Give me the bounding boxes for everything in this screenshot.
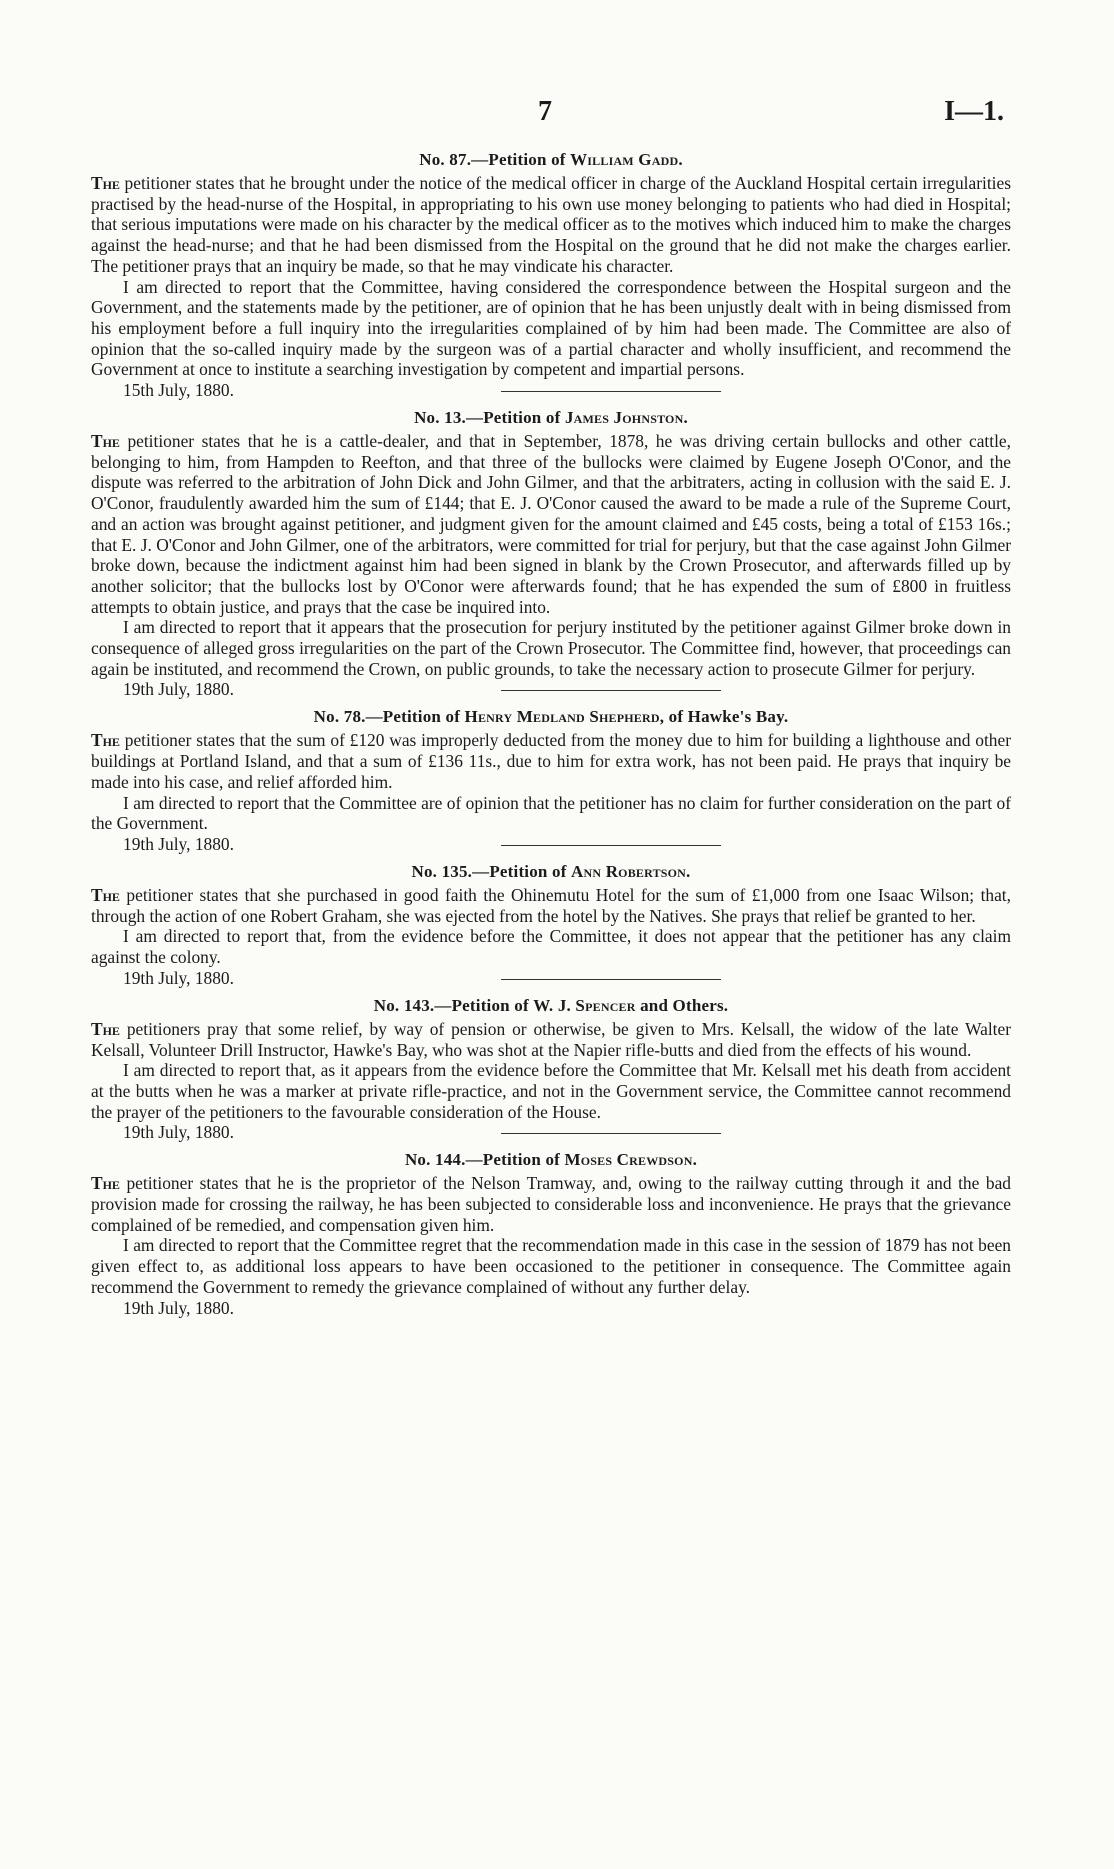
petition-87: [91, 150, 1011, 401]
petition-135: [91, 861, 1011, 988]
petition-heading: No. 13.—Petition of James Johnston.: [414, 408, 688, 428]
petition-statement: The petitioner states that she purchased in good faith the Ohinemutu Hotel for the sum of £1,000 from one Isaac Wilson; that, through the action of one Robert Graham, she was ejected from the hotel by the Natives. She prays that relief be granted to her.: [91, 884, 1011, 926]
petition-heading: No. 78.—Petition of Henry Medland Shepherd, of Hawke's Bay.: [313, 707, 789, 727]
petition-statement: The petitioner states that he is a cattle-dealer, and that in September, 1878, he was driving certain bullocks and other cattle, belonging to him, from Hampden to Reefton, and that three of the bullocks were claimed by Eugene Joseph O'Conor, and the dispute was referred to the arbitration of John Dick and John Gilmer, and that the arbitraters, acting in collusion with the said E. J. O'Conor, fraudulently awarded him the sum of £144; that E. J. O'Conor caused the award to be made a rule of the Supreme Court, and an action was brought against petitioner, and judgment given for the amount claimed and £45 costs, being a total of £153 16s.; that E. J. O'Conor and John Gilmer, one of the arbitrators, were committed for trial for perjury, but that the case against John Gilmer broke down, because the indictment against him had been signed in blank by the Crown Prosecutor, and afterwards filled up by another solicitor; that the bullocks lost by O'Conor were afterwards found; that he has expended the sum of £800 in fruitless attempts to obtain justice, and prays that the case be inquired into.: [91, 431, 1011, 617]
petition-78: [91, 707, 1011, 854]
report-date: 19th July, 1880.: [123, 679, 234, 700]
petitioner-name: W. J. Spencer: [533, 995, 636, 1015]
petition-143: [91, 995, 1011, 1143]
page-number: 7: [538, 96, 552, 127]
report-date: 15th July, 1880.: [123, 380, 234, 401]
petition-13: [91, 408, 1011, 700]
section-divider: [501, 391, 721, 392]
page-reference: I—1.: [944, 96, 1004, 127]
petition-144: [91, 1150, 1011, 1318]
petition-statement: The petitioner states that he brought under the notice of the medical officer in charge of the Auckland Hospital certain irregularities practised by the head-nurse of the Hospital, in appropriating to his own use money belonging to patients who had died in Hospital; that serious imputations were made on his character by the medical officer as to the motives which induced him to make the charges against the head-nurse; and that he had been dismissed from the Hospital on the ground that he did not make the charges earlier. The petitioner prays that an inquiry be made, so that he may vindicate his character.: [91, 173, 1011, 276]
petitioner-name: James Johnston: [564, 408, 684, 428]
report-date: 19th July, 1880.: [123, 1122, 234, 1143]
petition-statement: The petitioner states that the sum of £120 was improperly deducted from the money due to him for building a lighthouse and other buildings at Portland Island, and that a sum of £136 11s., due to him for extra work, has not been paid. He prays that inquiry be made into his case, and relief afforded him.: [91, 730, 1011, 792]
committee-report: I am directed to report that the Committee regret that the recommendation made in this case in the session of 1879 has not been given effect to, as additional loss appears to have been occasioned to the petitioner in consequence. The Committee again recommend the Government to remedy the grievance complained of without any further delay.: [91, 1235, 1011, 1297]
committee-report: I am directed to report that the Committee are of opinion that the petitioner has no claim for further consideration on the part of the Government.: [91, 792, 1011, 834]
report-date: 19th July, 1880.: [123, 1297, 234, 1318]
petition-heading: No. 87.—Petition of William Gadd.: [419, 150, 683, 169]
petition-heading: No. 144.—Petition of Moses Crewdson.: [404, 1150, 698, 1170]
section-divider: [501, 1133, 721, 1134]
petition-statement: The petitioner states that he is the proprietor of the Nelson Tramway, and, owing to the railway cutting through it and the bad provision made for crossing the railway, he has been subjected to considerable loss and inconvenience. He prays that the grievance complained of be remedied, and compensation given him.: [91, 1173, 1011, 1235]
petitioner-name: Ann Robertson: [571, 861, 687, 881]
committee-report: I am directed to report that, from the evidence before the Committee, it does not appear that the petitioner has any claim against the colony.: [91, 926, 1011, 968]
committee-report: I am directed to report that, as it appears from the evidence before the Committee that Mr. Kelsall met his death from accident at the butts when he was a marker at private rifle-practice, and not in the Government service, the Committee cannot recommend the prayer of the petitioners to the favourable consideration of the House.: [91, 1060, 1011, 1122]
petition-heading: No. 135.—Petition of Ann Robertson.: [411, 861, 691, 881]
committee-report: I am directed to report that it appears that the prosecution for perjury instituted by the petitioner against Gilmer broke down in consequence of alleged gross irregularities on the part of the Crown Prosecutor. The Committee find, however, that proceedings can again be instituted, and recommend the Crown, on public grounds, to take the necessary action to prosecute Gilmer for perjury.: [91, 617, 1011, 679]
report-date: 19th July, 1880.: [123, 967, 234, 988]
petition-statement: The petitioners pray that some relief, by way of pension or otherwise, be given to Mrs. Kelsall, the widow of the late Walter Kelsall, Volunteer Drill Instructor, Hawke's Bay, who was shot at the Napier rifle-butts and died from the effects of his wound.: [91, 1018, 1011, 1060]
petitioner-name: Henry Medland Shepherd: [464, 707, 660, 727]
committee-report: I am directed to report that the Committee, having considered the correspondence between the Hospital surgeon and the Government, and the statements made by the petitioner, are of opinion that he has been unjustly dealt with in being dismissed from his employment before a full inquiry into the irregularities complained of by him had been made. The Committee are also of opinion that the so-called inquiry made by the surgeon was of a partial character and wholly insufficient, and recommend the Government at once to institute a searching investigation by competent and impartial persons.: [91, 276, 1011, 380]
petition-heading: No. 143.—Petition of W. J. Spencer and Others.: [373, 995, 729, 1015]
section-divider: [501, 690, 721, 691]
petitioner-name: William Gadd: [570, 150, 679, 169]
petitioner-name: Moses Crewdson: [564, 1150, 693, 1170]
section-divider: [501, 845, 721, 846]
section-divider: [501, 979, 721, 980]
report-date: 19th July, 1880.: [123, 833, 234, 854]
